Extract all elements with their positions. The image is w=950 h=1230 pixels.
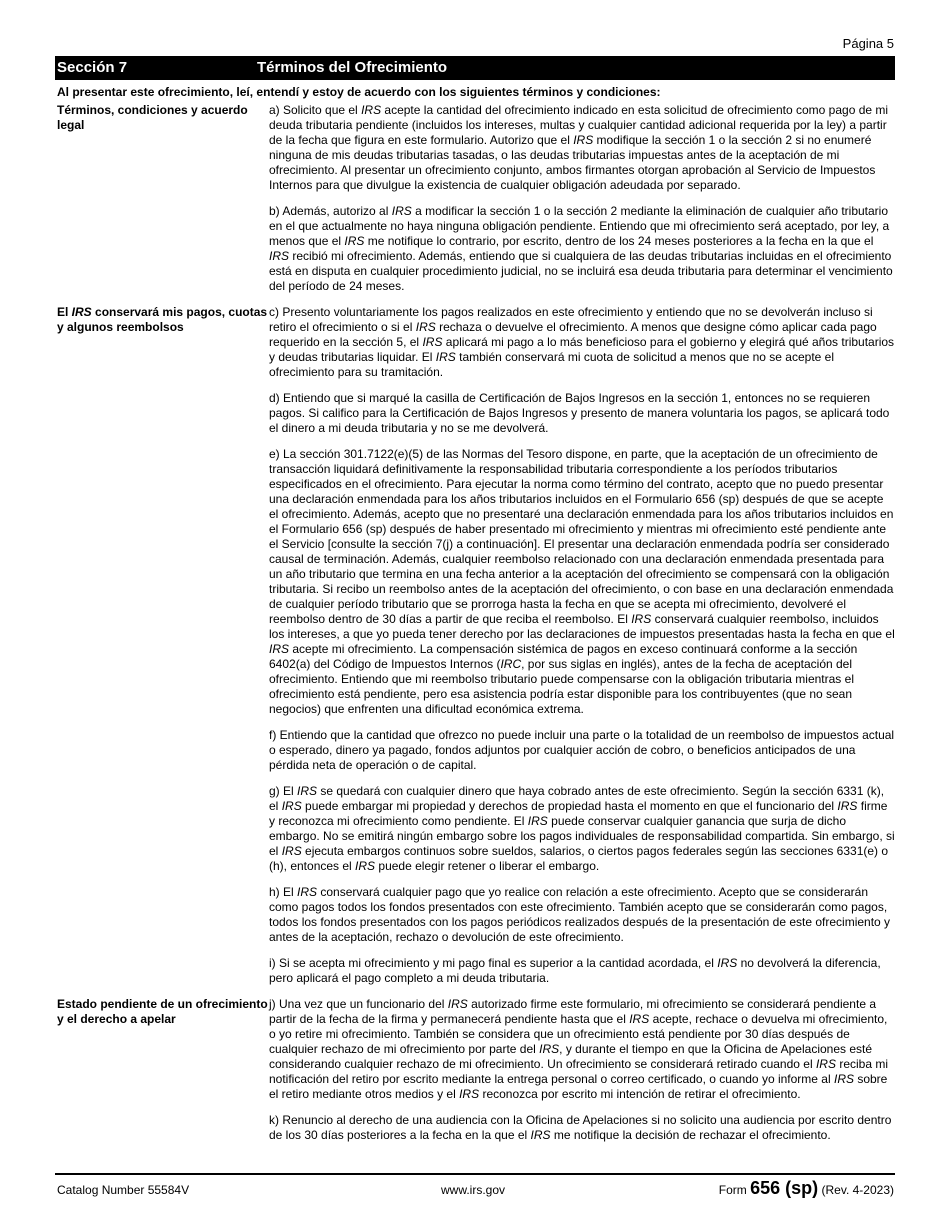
section-label: Sección 7: [57, 59, 128, 76]
terms-group-payments-refunds: [55, 305, 895, 997]
paragraph-list: [269, 103, 895, 305]
paragraph-b: b) Además, autorizo al IRS a modificar la sección 1 o la sección 2 mediante la eliminación de cualquier año tributario en el que actualmente no haya ninguna obligación pendiente. Entiendo que mi ofrecimiento será aceptado, por ley, a menos que el IRS me notifique lo contrario, por escrito, dentro de los 24 meses posteriores a la fecha en la que el IRS recibió mi ofrecimiento. Además, entiendo que si cualquiera de las deudas tributarias incluidas en el ofrecimiento está en disputa en cualquier procedimiento judicial, no se incluirá esa deuda tributaria para determinar el vencimiento del período de 24 meses.: [269, 204, 893, 293]
website-link[interactable]: www.irs.gov: [441, 1183, 506, 1197]
form-identifier: [719, 1178, 894, 1199]
intro-statement: Al presentar este ofrecimiento, leí, entendí y estoy de acuerdo con los siguientes términos y condiciones:: [57, 85, 661, 99]
side-label: El IRS conservará mis pagos, cuotas y algunos reembolsos: [57, 305, 268, 334]
paragraph-a: a) Solicito que el IRS acepte la cantidad del ofrecimiento indicado en esta solicitud de ofrecimiento como pago de mi deuda tributaria pendiente (incluidos los intereses, multas y cualquier cantidad adicional requerida por la ley) a partir de la fecha que figura en este formulario. Autorizo que el IRS modifique la sección 1 o la sección 2 si no enumeré ninguna de mis deudas tributarias tasadas, o las deudas tributarias impuestas antes de la aceptación de mi ofrecimiento. Al presentar un ofrecimiento conjunto, ambos firmantes otorgan aprobación al Servicio de Impuestos Internos para que divulgue la existencia de cualquier obligación adeudada por separado.: [269, 103, 889, 192]
paragraph-e: e) La sección 301.7122(e)(5) de las Normas del Tesoro dispone, en parte, que la aceptación de un ofrecimiento de transacción liquidará definitivamente la responsabilidad tributaria correspondiente a los períodos tributarios especificados en el ofrecimiento. Para ejecutar la norma como término del contrato, acepto que no puedo presentar una declaración enmendada para los años tributarios incluidos en el Formulario 656 (sp) después de que se acepte el ofrecimiento. Además, acepto que no presentaré una declaración enmendada para los años tributarios incluidos en el Formulario 656 (sp) después de haber presentado mi ofrecimiento y mientras mi ofrecimiento esté pendiente ante el Servicio [consulte la sección 7(j) a continuación]. El presentar una declaración enmendada podría ser considerado causal de terminación. Además, cualquier reembolso relacionado con una declaración enmendada presentada para un año tributario que termina en una fecha anterior a la aceptación del ofrecimiento se compensará con la obligación tributaria. Si recibo un reembolso antes de la aceptación del ofrecimiento, o con base en una declaración enmendada de cualquier período tributario que se prorroga hasta la fecha en que se acepta mi ofrecimiento, devolveré el reembolso dentro de 30 días a partir de que reciba el reembolso. El IRS conservará cualquier reembolso, incluidos los intereses, a que yo pueda tener derecho por las declaraciones de impuestos presentadas hasta la fecha en que el IRS acepte mi ofrecimiento. La compensación sistémica de pagos en exceso continuará conforme a la sección 6402(a) del Código de Impuestos Internos (IRC, por sus siglas en inglés), antes de la fecha de aceptación del ofrecimiento. Entiendo que mi reembolso tributario puede compensarse con la obligación tributaria mientras el ofrecimiento está pendiente, pero esa asistencia podría estar disponible para los contribuyentes (que no sean negocios) que enfrenten una dificultad económica extrema.: [269, 447, 895, 716]
paragraph-list: [269, 305, 895, 997]
paragraph-h: h) El IRS conservará cualquier pago que yo realice con relación a este ofrecimiento. Acepto que se considerarán como pagos todos los fondos presentados con este ofrecimiento. También acepto que se considerarán como pagos, todos los fondos presentados con los pagos periódicos realizados después de la presentación de este ofrecimiento y antes de la aceptación, rechazo o devolución de este ofrecimiento.: [269, 885, 891, 944]
catalog-number: Catalog Number 55584V: [57, 1183, 190, 1197]
form-revision: (Rev. 4-2023): [821, 1183, 894, 1197]
section-title: Términos del Ofrecimiento: [257, 59, 448, 76]
paragraph-i: i) Si se acepta mi ofrecimiento y mi pago final es superior a la cantidad acordada, el IRS no devolverá la diferencia, pero aplicará el pago completo a mi deuda tributaria.: [269, 956, 881, 985]
paragraph-f: f) Entiendo que la cantidad que ofrezco no puede incluir una parte o la totalidad de un reembolso de impuestos actual o esperado, dinero ya pagado, fondos adjuntos por cualquier acción de cobro, o beneficios anticipados de una pérdida neta de operación o de capital.: [269, 728, 895, 772]
paragraph-j: j) Una vez que un funcionario del IRS autorizado firme este formulario, mi ofrecimiento se considerará pendiente a partir de la fecha de la firma y permanecerá pendiente hasta que el IRS acepte, rechace o devuelva mi ofrecimiento, o yo retire mi ofrecimiento. También se considera que un ofrecimiento está pendiente por 30 días después de cualquier rechazo de mi ofrecimiento por parte del IRS, y durante el tiempo en que la Oficina de Apelaciones esté considerando cualquier rechazo de mi ofrecimiento. Un ofrecimiento se considerará retirado cuando el IRS reciba mi notificación del retiro por escrito mediante la entrega personal o correo certificado, o cuando yo informe al IRS sobre el retiro mediante otros medios y el IRS reconozca por escrito mi intención de retirar el ofrecimiento.: [269, 997, 888, 1101]
section-header-bar: [55, 56, 895, 80]
paragraph-d: d) Entiendo que si marqué la casilla de Certificación de Bajos Ingresos en la sección 1, entonces no se requieren pagos. Si califico para la Certificación de Bajos Ingresos y presento de manera voluntaria los pagos, se aplicará todo el dinero a mi deuda tributaria y no se me devolverá.: [269, 391, 890, 435]
side-label: Términos, condiciones y acuerdo legal: [57, 103, 248, 132]
footer-divider: [55, 1173, 895, 1175]
paragraph-k: k) Renuncio al derecho de una audiencia con la Oficina de Apelaciones si no solicito una audiencia por escrito dentro de los 30 días posteriores a la fecha en la que el IRS me notifique la decisión de rechazar el ofrecimiento.: [269, 1113, 892, 1142]
page-number: Página 5: [842, 36, 894, 51]
form-prefix: Form: [718, 1183, 747, 1197]
terms-group-legal-agreement: [55, 103, 895, 305]
form-number: 656 (sp): [750, 1178, 819, 1198]
terms-content: [55, 103, 895, 1154]
terms-group-pending-appeal: [55, 997, 895, 1154]
paragraph-g: g) El IRS se quedará con cualquier dinero que haya cobrado antes de este ofrecimiento. Según la sección 6331 (k), el IRS puede embargar mi propiedad y derechos de propiedad hasta el momento en que el funcionario del IRS firme y reconozca mi ofrecimiento como pendiente. El IRS puede conservar cualquier ganancia que surja de dicho embargo. No se emitirá ningún embargo sobre los pagos individuales de responsabilidad compartida. Sin embargo, si el IRS ejecuta embargos continuos sobre sueldos, salarios, o ciertos pagos federales según las secciones 6331(e) o (h), entonces el IRS puede elegir retener o liberar el embargo.: [269, 784, 895, 873]
paragraph-c: c) Presento voluntariamente los pagos realizados en este ofrecimiento y entiendo que no se devolverán incluso si retiro el ofrecimiento o si el IRS rechaza o devuelve el ofrecimiento. A menos que designe cómo aplicar cada pago requerido en la sección 5, el IRS aplicará mi pago a lo más beneficioso para el gobierno y elegirá qué años tributarios y deudas tributarias liquidar. El IRS también conservará mi cuota de solicitud a menos que no se acepte el ofrecimiento para su tramitación.: [269, 305, 895, 379]
side-label: Estado pendiente de un ofrecimiento y el derecho a apelar: [57, 997, 268, 1026]
paragraph-list: [269, 997, 895, 1154]
